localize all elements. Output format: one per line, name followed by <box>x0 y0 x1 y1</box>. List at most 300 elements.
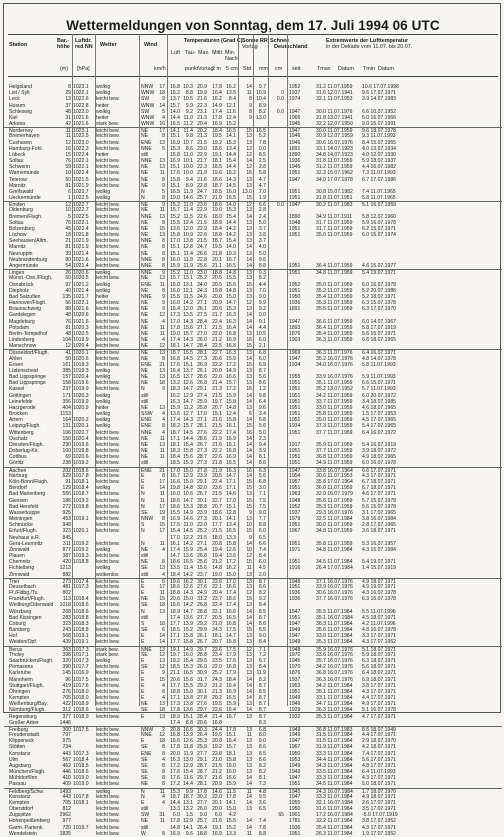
station-height-cell: 12 <box>65 202 71 209</box>
extreme-min-cell: 4.9 19.07.1971 <box>362 583 396 590</box>
precipitation-cell: 7.0 <box>258 287 266 294</box>
pressure-cell: 1019.9 <box>73 337 89 344</box>
dew-point-cell: 11.4 <box>183 207 193 214</box>
station-height-cell: 81 <box>65 324 71 331</box>
air-temp-cell: 17.3 <box>170 701 180 708</box>
wind-speed-cell: 13 <box>159 232 165 239</box>
mean-temp-cell: 23.6 <box>212 485 222 492</box>
min-temp-cell: 15.3 <box>226 207 236 214</box>
since-year-cell: 1936 <box>289 590 301 597</box>
air-temp-cell: 15.4 <box>170 528 180 535</box>
extreme-min-cell: 1.4 15.07.1919 <box>362 565 396 572</box>
min-temp-cell: 17.4 <box>226 590 236 597</box>
wind-direction-cell: WNW <box>141 102 155 109</box>
mean-temp-cell: 20.5 <box>212 275 222 282</box>
since-year-cell: 1781 <box>289 818 301 825</box>
station-name-cell: Weilburg/Odenwald <box>9 602 54 609</box>
min-temp-cell: 16.7 <box>226 713 236 720</box>
weather-cell: wolkig <box>96 392 111 399</box>
min-temp-cell: 15.8 <box>226 756 236 763</box>
precipitation-cell: 2.3 <box>258 435 266 442</box>
mean-temp-cell: 23.4 <box>212 651 222 658</box>
max-temp-cell: 27.8 <box>197 467 207 474</box>
max-temp-cell: 25.2 <box>197 275 207 282</box>
sunshine-cell: 13 <box>246 639 252 646</box>
wind-speed-cell: 13 <box>159 275 165 282</box>
extreme-min-cell: 6.3 17.07.1970 <box>362 306 396 313</box>
col-schnee-header: Schnee <box>270 38 290 44</box>
station-name-cell: Neubrandenburg <box>9 256 48 263</box>
station-name-cell: Gardelegen <box>9 312 36 319</box>
station-height-cell: 323 <box>62 528 71 535</box>
precipitation-cell: 6.7 <box>258 657 266 664</box>
station-height-cell: 812 <box>62 806 71 813</box>
dew-point-cell: 14.3 <box>183 318 193 325</box>
sunshine-cell: 14 <box>246 472 252 479</box>
dew-point-cell: 14.6 <box>183 516 193 523</box>
extreme-min-cell: 2.6 17.07.1971 <box>362 799 396 806</box>
precipitation-cell: 7.1 <box>258 646 266 653</box>
wind-direction-cell: SE <box>141 509 148 516</box>
precipitation-cell: 9.7 <box>258 84 266 90</box>
dew-point-cell: 16.2 <box>183 578 193 585</box>
min-temp-cell: 8.4 <box>228 96 236 103</box>
extreme-max-cell: 30.2 11.07.1983 <box>316 202 353 209</box>
extreme-max-cell: 30.0 11.07.1959 <box>316 128 353 135</box>
max-temp-cell: 27.6 <box>197 701 207 708</box>
since-year-cell: 1967 <box>289 528 301 535</box>
station-height-cell: 135 <box>62 293 71 300</box>
pressure-cell: 1019.2 <box>73 540 89 547</box>
since-year-cell: 1901 <box>289 812 301 819</box>
air-temp-cell: 16.9 <box>170 830 180 837</box>
sunshine-cell: 11 <box>246 732 252 739</box>
station-height-cell: 50 <box>65 355 71 362</box>
station-height-cell: 21 <box>65 238 71 245</box>
air-temp-cell: 21.1 <box>170 670 180 677</box>
min-temp-cell: 12.4 <box>226 114 236 121</box>
sunshine-cell: 16 <box>246 429 252 436</box>
extreme-min-cell: 5.9 18.07.1971 <box>362 651 396 658</box>
dew-point-cell: 11.0 <box>183 270 193 277</box>
wind-direction-cell: NE <box>141 701 149 708</box>
min-temp-cell: 16.5 <box>226 528 236 535</box>
weather-cell: leicht bew. <box>96 176 120 183</box>
mean-temp-cell: 17.8 <box>212 84 222 90</box>
weather-cell: leicht bew. <box>96 96 120 103</box>
wind-speed-cell: 11 <box>159 540 165 547</box>
wind-speed-cell: 13 <box>159 608 165 615</box>
air-temp-cell: 17.4 <box>170 546 180 553</box>
extreme-max-cell: 34.8 11.07.1984 <box>316 546 353 553</box>
wind-speed-cell: 8 <box>162 219 165 226</box>
pressure-cell: 1020.6 <box>73 312 89 319</box>
table-row <box>4 831 502 837</box>
precipitation-cell: 4.7 <box>258 176 266 183</box>
mean-temp-cell: 20.9 <box>212 781 222 788</box>
min-temp-cell: 15.0 <box>226 571 236 578</box>
mean-temp-cell: 18.6 <box>212 202 222 209</box>
extreme-min-cell: 4.5 18.07.1971 <box>362 614 396 621</box>
wind-direction-cell: NE <box>141 350 149 357</box>
air-temp-cell: 15.9 <box>170 262 180 269</box>
precipitation-cell: 3.4 <box>258 411 266 418</box>
extreme-max-cell: 24.3 16.07.1984 <box>316 788 353 795</box>
sunshine-cell: 13 <box>246 806 252 813</box>
extreme-min-cell: 3.9 18.07.1972 <box>362 448 396 455</box>
min-temp-cell: 18.1 <box>226 750 236 757</box>
wind-speed-cell: 18 <box>159 707 165 714</box>
col-rr-unit: mm <box>259 66 268 72</box>
wind-direction-cell: N <box>141 386 145 393</box>
wind-direction-cell: NE <box>141 448 149 455</box>
extreme-max-cell: 17.2 16.07.1984 <box>316 812 353 819</box>
station-name-cell: Düsseldorf/Flugh. <box>9 350 49 357</box>
precipitation-cell: 8.0 <box>258 732 266 739</box>
min-temp-cell: 16.4 <box>226 707 236 714</box>
weather-cell: leicht bew. <box>96 590 120 597</box>
sunshine-cell: 11 <box>246 788 252 795</box>
min-temp-cell: 15.9 <box>226 701 236 708</box>
dew-point-cell: 12.2 <box>183 534 193 541</box>
pressure-cell: 1021.6 <box>73 306 89 313</box>
sunshine-cell: 15 <box>246 479 252 485</box>
wind-speed-cell: 13 <box>159 164 165 171</box>
min-temp-cell: 19.3 <box>226 250 236 257</box>
weather-cell: leicht bew. <box>96 670 120 677</box>
weather-cell: wolkig <box>96 546 111 553</box>
weather-cell: leicht bew. <box>96 207 120 214</box>
extreme-max-cell: 36.4 11.07.1959 <box>316 262 353 269</box>
mean-temp-cell: 18.6 <box>212 509 222 516</box>
min-temp-cell: 15.7 <box>226 380 236 387</box>
col-hoehe-unit: (m) <box>60 66 69 72</box>
min-temp-cell: 16.2 <box>226 565 236 572</box>
min-temp-cell: 15.9 <box>226 781 236 788</box>
precipitation-cell: 0.3 <box>258 270 266 277</box>
weather-cell: leicht bew. <box>96 429 120 436</box>
wind-direction-cell: SE <box>141 651 148 658</box>
wind-speed-cell: 11 <box>159 170 165 177</box>
since-year-cell: 1966 <box>289 114 301 121</box>
precipitation-cell: 8.3 <box>258 719 266 726</box>
weather-cell: leicht bew. <box>96 213 120 220</box>
precipitation-cell: 8.4 <box>258 602 266 609</box>
extreme-min-cell: 6.4 18.07.1971 <box>362 670 396 677</box>
station-name-cell: Großer Arber <box>9 719 39 726</box>
precipitation-cell: 9.4 <box>258 441 266 448</box>
precipitation-cell: 9.6 <box>258 256 266 263</box>
max-temp-cell: 23.7 <box>197 571 207 578</box>
wind-speed-cell: 12 <box>159 732 165 739</box>
precipitation-cell: 7.0 <box>258 188 266 195</box>
extreme-min-cell: 5.1 18.07.1971 <box>362 646 396 653</box>
wind-direction-cell: NE <box>141 318 149 325</box>
wind-direction-cell: N <box>141 188 145 195</box>
station-height-cell: 48 <box>65 330 71 337</box>
dew-point-cell: 8.8 <box>185 90 193 97</box>
min-temp-cell: 11.5 <box>226 788 236 795</box>
station-name-cell: Ff./Fldbg./Ts. <box>9 590 39 597</box>
air-temp-cell: 17.6 <box>170 769 180 776</box>
station-name-cell: Münst.-Osn./Flugh. <box>9 275 53 282</box>
extreme-min-cell: 4.0 13.07.1934 <box>362 145 396 152</box>
extreme-max-cell: 31.5 11.07.1984 <box>316 732 353 739</box>
max-temp-cell: 28.4 <box>197 318 207 325</box>
since-year-cell: 1949 <box>289 762 301 769</box>
sunshine-cell: 13 <box>246 287 252 294</box>
since-year-cell: 1951 <box>289 448 301 455</box>
wind-speed-cell: 8 <box>162 256 165 263</box>
station-height-cell: 356 <box>62 398 71 405</box>
wind-direction-cell: E <box>141 472 145 479</box>
min-temp-cell: 12.6 <box>226 546 236 553</box>
sunshine-cell: 14 <box>246 355 252 362</box>
sunshine-cell: 15 <box>246 596 252 603</box>
wind-direction-cell: still <box>141 571 149 578</box>
dew-point-cell: 15.4 <box>183 657 193 664</box>
since-year-cell: 1949 <box>289 627 301 634</box>
air-temp-cell: 18.3 <box>170 386 180 393</box>
wind-direction-cell: E <box>141 682 145 689</box>
mean-temp-cell: 18.6 <box>212 145 222 152</box>
wind-direction-cell: NE <box>141 367 149 374</box>
weather-cell: leicht bew. <box>96 350 120 357</box>
max-temp-cell: 23.1 <box>197 108 207 115</box>
station-height-cell: 45 <box>65 225 71 232</box>
min-temp-cell: 14.0 <box>226 244 236 251</box>
extreme-max-cell: 36.4 11.07.1959 <box>316 324 353 331</box>
extreme-max-cell: 35.6 11.07.1959 <box>316 497 353 504</box>
extreme-max-cell: 34.7 11.07.1984 <box>316 701 353 708</box>
wind-direction-cell: NE <box>141 337 149 344</box>
station-name-cell: Öhringen <box>9 688 30 695</box>
precipitation-cell: 7.8 <box>258 139 266 146</box>
since-year-cell: 1957 <box>289 479 301 485</box>
station-height-cell: 48 <box>65 108 71 115</box>
wind-direction-cell: NNE <box>141 293 152 300</box>
pressure-cell: 1022.1 <box>73 219 89 226</box>
wind-speed-cell: 2 <box>162 726 165 733</box>
wind-direction-cell: NE <box>141 559 149 566</box>
extreme-min-cell: 5.4 16.07.1919 <box>362 441 396 448</box>
dew-point-cell: 14.2 <box>183 602 193 609</box>
station-name-cell: Bremerhaven <box>9 133 40 140</box>
dew-point-cell: 12.7 <box>183 411 193 418</box>
mean-temp-cell: 19.4 <box>212 546 222 553</box>
sunshine-cell: 13 <box>246 270 252 277</box>
station-height-cell: 398 <box>62 651 71 658</box>
air-temp-cell: 17.8 <box>170 324 180 331</box>
snow-depth-cell: 0.0 <box>276 108 284 115</box>
wind-speed-cell: 9 <box>162 306 165 313</box>
min-temp-cell: 14.5 <box>226 182 236 189</box>
station-height-cell: 10 <box>65 170 71 177</box>
sunshine-cell: 13 <box>246 651 252 658</box>
extreme-min-cell: 3.8 17.07.1971 <box>362 682 396 689</box>
since-year-cell: 1945 <box>289 657 301 664</box>
dew-point-cell: 11.4 <box>183 250 193 257</box>
mean-temp-cell: 21.5 <box>212 423 222 430</box>
extreme-max-cell: 35.0 11.07.1959 <box>316 232 353 239</box>
station-name-cell: Bad Marienberg <box>9 491 46 498</box>
extreme-max-cell: 35.3 11.07.1959 <box>316 503 353 510</box>
mean-temp-cell: 21.2 <box>212 337 222 344</box>
dew-point-cell: 10.1 <box>183 158 193 165</box>
station-height-cell: 797 <box>62 732 71 739</box>
min-temp-cell: 15.2 <box>226 121 236 128</box>
sunshine-cell: 13.0 <box>242 188 252 195</box>
dew-point-cell: 14.4 <box>183 435 193 442</box>
air-temp-cell: 15.2 <box>170 202 180 209</box>
station-height-cell: 311 <box>62 540 71 547</box>
min-temp-cell: 17.4 <box>226 602 236 609</box>
station-name-cell: Bad Salzuflen <box>9 293 41 300</box>
station-table <box>4 84 502 837</box>
min-temp-cell: 15.1 <box>226 503 236 510</box>
extreme-min-cell: 6.6 18.07.1965 <box>362 337 396 344</box>
sunshine-cell: 13 <box>246 330 252 337</box>
extreme-min-cell: 5.0 16.07.1966 <box>362 114 396 121</box>
station-height-cell: 54 <box>65 262 71 269</box>
snow-depth-cell: 0.0 <box>276 202 284 209</box>
min-temp-cell: 13.3 <box>226 830 236 837</box>
extreme-min-cell: 5.6 18.07.1971 <box>362 664 396 671</box>
station-height-cell: 446 <box>62 769 71 776</box>
since-year-cell: 1947 <box>289 620 301 627</box>
sunshine-cell: 15 <box>246 503 252 510</box>
station-height-cell: 12 <box>65 139 71 146</box>
dew-point-cell: 10.0 <box>183 164 193 171</box>
precipitation-cell: 7.2 <box>258 651 266 658</box>
wind-direction-cell: SE <box>141 602 148 609</box>
weather-cell: leicht bew. <box>96 300 120 307</box>
extreme-min-cell: 6.7 18.07.1971 <box>362 479 396 485</box>
station-name-cell: Neuruppin <box>9 250 33 257</box>
since-year-cell: 1951 <box>289 232 301 239</box>
station-height-cell: 420 <box>62 559 71 566</box>
pressure-cell: 1020.9 <box>73 404 89 411</box>
min-temp-cell: 14.9 <box>226 367 236 374</box>
pressure-cell: 1019.6 <box>73 441 89 448</box>
precipitation-cell: 9.0 <box>258 633 266 640</box>
station-name-cell: Brocken <box>9 411 28 418</box>
min-temp-cell: 13.3 <box>226 534 236 541</box>
mean-temp-cell: 19.5 <box>212 133 222 140</box>
station-name-cell: Köln-Bonn/Flugh. <box>9 479 49 485</box>
pressure-cell: 1022.5 <box>73 133 89 140</box>
sunshine-cell: 14 <box>246 818 252 825</box>
weather-cell: leicht bew. <box>96 769 120 776</box>
extreme-max-cell: 36.3 11.07.1984 <box>316 707 353 714</box>
extreme-min-cell: 3.8 16.07.1984 <box>362 516 396 523</box>
max-temp-cell: 27.8 <box>197 695 207 702</box>
min-temp-cell: 16.0 <box>226 762 236 769</box>
min-temp-cell: 14.8 <box>226 287 236 294</box>
precipitation-cell: 8.6 <box>258 744 266 751</box>
wind-direction-cell: NE <box>141 164 149 171</box>
station-height-cell: 977 <box>62 818 71 825</box>
wind-speed-cell: 8 <box>162 238 165 245</box>
extreme-min-cell: 5.4 19.07.1971 <box>362 559 396 566</box>
since-year-cell: 1969 <box>289 350 301 357</box>
air-temp-cell: 18.6 <box>170 583 180 590</box>
wind-direction-cell: still <box>141 398 149 405</box>
since-year-cell: 1945 <box>289 788 301 795</box>
mean-temp-cell: 20.4 <box>212 590 222 597</box>
min-temp-cell: 14.7 <box>226 472 236 479</box>
station-name-cell: Frankfurt/Flugh. <box>9 596 45 603</box>
extreme-max-cell: 35.3 11.07.1959 <box>316 300 353 307</box>
precipitation-cell: 6.5 <box>258 806 266 813</box>
extreme-max-cell: 34.0 16.07.1976 <box>316 361 353 368</box>
wind-direction-cell: NNE <box>141 158 152 165</box>
wind-speed-cell: 13 <box>159 350 165 357</box>
wind-speed-cell: 14 <box>159 485 165 492</box>
precipitation-cell: 5.8 <box>258 170 266 177</box>
weather-cell: stark bew. <box>96 121 119 128</box>
wind-direction-cell: NE <box>141 454 149 461</box>
precipitation-cell: 9.2 <box>258 306 266 313</box>
air-temp-cell: 17.2 <box>170 762 180 769</box>
station-name-cell: Oschatz <box>9 435 28 442</box>
min-temp-cell: 11.6 <box>226 108 236 115</box>
sunshine-cell: 16 <box>246 170 252 177</box>
dew-point-cell: 10.6 <box>183 491 193 498</box>
since-year-cell: 1974 <box>289 96 301 103</box>
pressure-cell: 1018.3 <box>73 620 89 627</box>
max-temp-cell: 30.1 <box>197 497 207 504</box>
extreme-max-cell: 33.8 16.07.1964 <box>316 467 353 474</box>
mean-temp-cell: 18.5 <box>212 164 222 171</box>
sunshine-cell: 10 <box>246 522 252 529</box>
station-height-cell: 443 <box>62 793 71 800</box>
extreme-min-cell: 9.0 15.07.1991 <box>362 121 396 128</box>
station-name-cell: Coburg <box>9 620 26 627</box>
sunshine-cell: 9 <box>249 114 252 121</box>
extreme-max-cell: 33.0 11.07.1959 <box>316 404 353 411</box>
wind-speed-cell: 6 <box>162 578 165 585</box>
precipitation-cell: 5.0 <box>258 429 266 436</box>
sunshine-cell: 13 <box>246 726 252 733</box>
since-year-cell: 1945 <box>289 121 301 128</box>
air-temp-cell: 17.0 <box>170 318 180 325</box>
min-temp-cell: 14.6 <box>226 491 236 498</box>
air-temp-cell: 18.6 <box>170 559 180 566</box>
precipitation-cell: 0.0 <box>258 145 266 152</box>
sunshine-cell: 13 <box>246 250 252 257</box>
station-height-cell: 31 <box>65 114 71 121</box>
wind-direction-cell: SE <box>141 756 148 763</box>
wind-direction-cell: NE <box>141 275 149 282</box>
air-temp-cell: 16.4 <box>170 306 180 313</box>
station-height-cell: 5 <box>68 213 71 220</box>
weather-cell: leicht bew. <box>96 830 120 837</box>
wind-speed-cell: 11 <box>159 435 165 442</box>
pressure-cell: 1020.5 <box>73 330 89 337</box>
extreme-min-cell: 4.6 15.07.1977 <box>362 262 396 269</box>
dew-point-cell: 13.3 <box>183 503 193 510</box>
min-temp-cell: 12.4 <box>226 411 236 418</box>
pressure-cell: 1021.6 <box>73 318 89 325</box>
wind-speed-cell: 13 <box>159 404 165 411</box>
station-name-cell: Hannover/Flugh. <box>9 300 47 307</box>
mean-temp-cell: 18.9 <box>212 219 222 226</box>
min-temp-cell: 17.8 <box>226 793 236 800</box>
station-height-cell: 363 <box>62 646 71 653</box>
extreme-min-cell: 5.2 20.07.1986 <box>362 287 396 294</box>
min-temp-cell: 15.8 <box>226 639 236 646</box>
